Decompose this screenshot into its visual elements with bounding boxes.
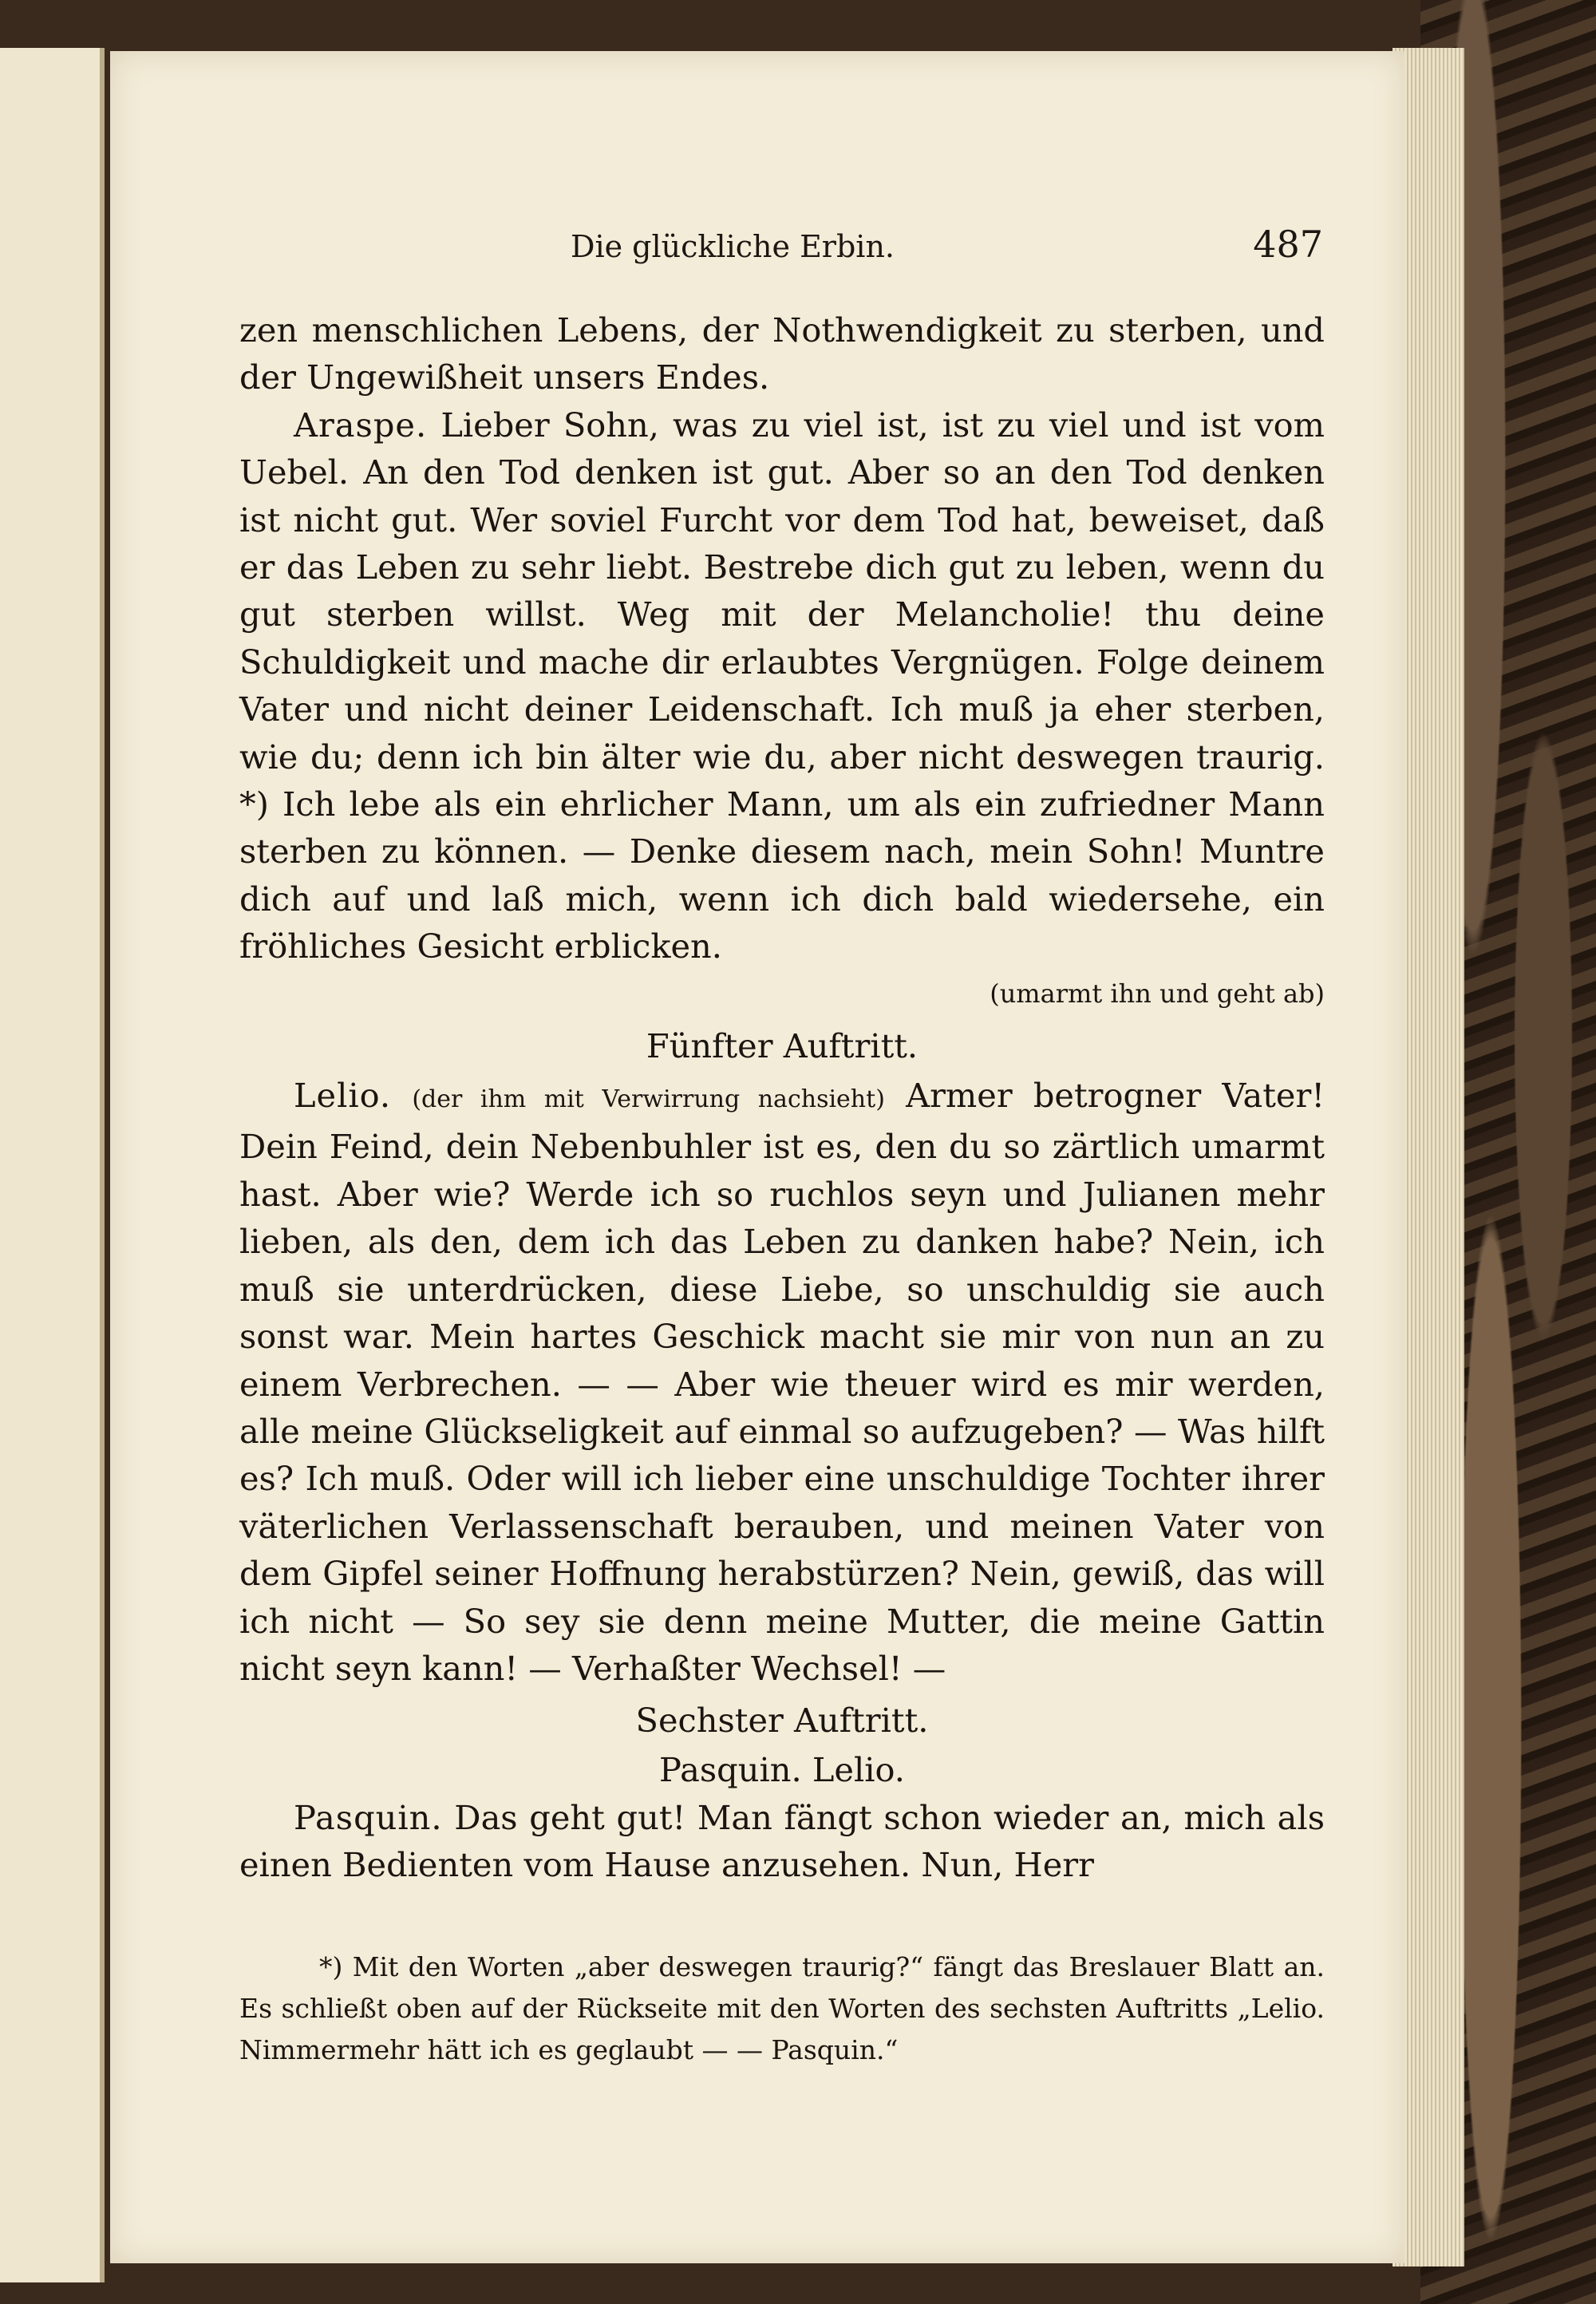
facing-page-edge <box>0 48 105 2282</box>
speech-araspe <box>239 401 1325 970</box>
footnote-text: *) Mit den Worten „aber deswegen traurig?“ fängt das Breslauer Blatt an. Es schließt oben auf der Rückseite mit den Worten des sechsten Auftritts „Lelio. Nimmermehr hätt ich es geglaubt — — Pasquin.“ <box>239 1951 1325 2065</box>
scene-heading-6: Sechster Auftritt. <box>635 1701 929 1741</box>
speaker-name: Lelio. <box>294 1076 392 1116</box>
book-page <box>110 51 1404 2263</box>
speech-text: Das geht gut! Man fängt schon wieder an, mich als einen Bedienten vom Hause anzusehen. Nun, Herr <box>239 1797 1325 1885</box>
stage-direction: (umarmt ihn und geht ab) <box>990 978 1325 1009</box>
speaker-name: Araspe. <box>294 405 428 445</box>
speaker-name: Pasquin. <box>294 1797 443 1837</box>
speech-text: Armer betrogner Vater! Dein Feind, dein Nebenbuhler ist es, den du so zärtlich umarmt hast. Aber wie? Werde ich so ruchlos seyn und Julianen mehr lieben, als den, dem ich das Leben zu danken habe? Nein, ich muß sie unterdrücken, diese Liebe, so unschuldig sie auch sonst war. Mein hartes Geschick macht sie mir von nun an zu einem Verbrechen. — — Aber wie theuer wird es mir werden, alle meine Glückseligkeit auf einmal so aufzugeben? — Was hilft es? Ich muß. Oder will ich lieber eine unschuldige Tochter ihrer väterlichen Verlassenschaft berauben, und meinen Vater von dem Gipfel seiner Hoffnung herabstürzen? Nein, gewiß, das will ich nicht — So sey sie denn meine Mutter, die meine Gattin nicht seyn kann! — Verhaßter Wechsel! — <box>239 1076 1325 1688</box>
paragraph-continuation: zen menschlichen Lebens, der Nothwendigkeit zu sterben, und der Ungewißheit unsers Endes. <box>239 310 1325 397</box>
speech-lelio <box>239 1072 1325 1692</box>
speech-text: Lieber Sohn, was zu viel ist, ist zu viel und ist vom Uebel. An den Tod denken ist gut. Aber so an den Tod denken ist nicht gut. Wer soviel Furcht vor dem Tod hat, beweiset, daß er das Leben zu sehr liebt. Bestrebe dich gut zu leben, wenn du gut sterben willst. Weg mit der Melancholie! thu deine Schuldigkeit und mache dir erlaubtes Vergnügen. Folge deinem Vater und nicht deiner Leidenschaft. Ich muß ja eher sterben, wie du; denn ich bin älter wie du, aber nicht deswegen traurig. *) Ich lebe als ein ehrlicher Mann, um als ein zufriedner Mann sterben zu können. — Denke diesem nach, mein Sohn! Muntre dich auf und laß mich, wenn ich dich bald wiedersehe, ein fröhliches Gesicht erblicken. <box>239 405 1325 966</box>
inline-stage-direction: (der ihm mit Verwirrung nachsieht) <box>412 1085 885 1114</box>
page-header <box>110 215 1404 271</box>
page-number: 487 <box>1253 223 1323 266</box>
scene-heading-5: Fünfter Auftritt. <box>646 1026 918 1066</box>
speech-pasquin <box>239 1794 1325 1889</box>
scene-cast: Pasquin. Lelio. <box>659 1750 905 1790</box>
running-title: Die glückliche Erbin. <box>570 229 895 264</box>
footnote <box>239 1946 1325 2071</box>
main-text <box>239 306 1325 1889</box>
